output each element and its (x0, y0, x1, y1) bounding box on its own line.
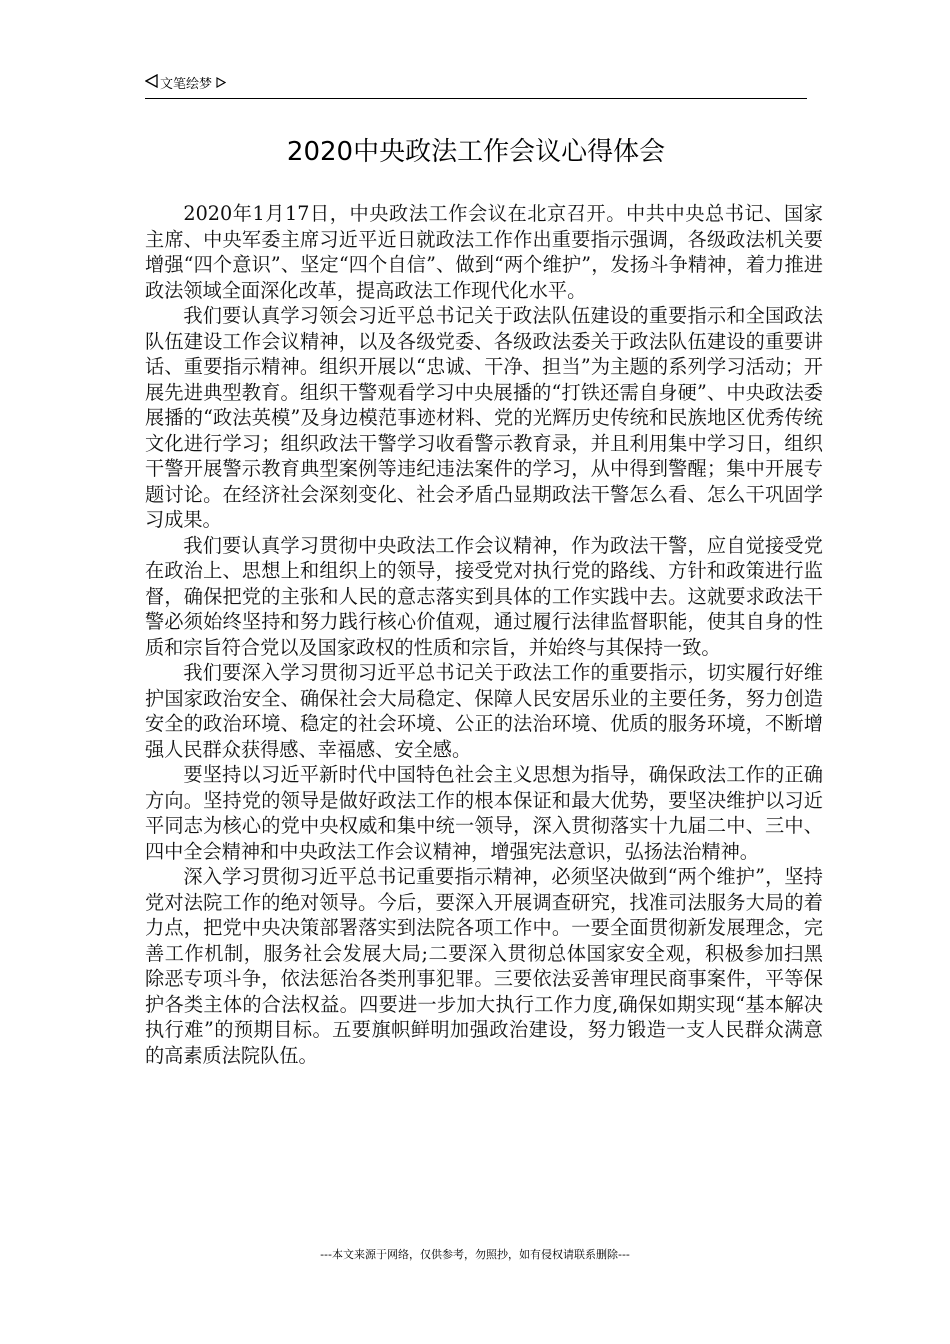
footer-disclaimer: ---本文来源于网络，仅供参考，勿照抄，如有侵权请联系删除--- (320, 1248, 630, 1261)
right-triangle-icon (216, 75, 226, 95)
document-body (145, 201, 823, 1068)
paragraph: 2020年1月17日，中央政法工作会议在北京召开。中共中央总书记、国家主席、中央军委主席习近平近日就政法工作作出重要指示强调，各级政法机关要增强“四个意识”、坚定“四个自信”、做到“两个维护”，发扬斗争精神，着力推进政法领域全面深化改革，提高政法工作现代化水平。 (145, 202, 823, 302)
paragraph: 深入学习贯彻习近平总书记重要指示精神，必须坚决做到“两个维护”，坚持党对法院工作的绝对领导。今后，要深入开展调查研究，找准司法服务大局的着力点，把党中央决策部署落实到法院各项工作中。一要全面贯彻新发展理念，完善工作机制，服务社会发展大局;二要深入贯彻总体国家安全观，积极参加扫黑除恶专项斗争，依法惩治各类刑事犯罪。三要依法妥善审理民商事案件，平等保护各类主体的合法权益。四要进一步加大执行工作力度,确保如期实现“基本解决执行难”的预期目标。五要旗帜鲜明加强政治建设，努力锻造一支人民群众满意的高素质法院队伍。 (145, 865, 823, 1067)
paragraph: 要坚持以习近平新时代中国特色社会主义思想为指导，确保政法工作的正确方向。坚持党的领导是做好政法工作的根本保证和最大优势，要坚决维护以习近平同志为核心的党中央权威和集中统一领导，深入贯彻落实十九届二中、三中、四中全会精神和中央政法工作会议精神，增强宪法意识，弘扬法治精神。 (145, 763, 823, 863)
paragraph: 我们要认真学习贯彻中央政法工作会议精神，作为政法干警，应自觉接受党在政治上、思想上和组织上的领导，接受党对执行党的路线、方针和政策进行监督，确保把党的主张和人民的意志落实到具体的工作实践中去。这就要求政法干警必须始终坚持和努力践行核心价值观，通过履行法律监督职能，使其自身的性质和宗旨符合党以及国家政权的性质和宗旨，并始终与其保持一致。 (145, 533, 823, 659)
paragraph: 我们要深入学习贯彻习近平总书记关于政法工作的重要指示，切实履行好维护国家政治安全、确保社会大局稳定、保障人民安居乐业的主要任务，努力创造安全的政治环境、稳定的社会环境、公正的法治环境、优质的服务环境，不断增强人民群众获得感、幸福感、安全感。 (145, 661, 823, 761)
paragraph: 我们要认真学习领会习近平总书记关于政法队伍建设的重要指示和全国政法队伍建设工作会议精神，以及各级党委、各级政法委关于政法队伍建设的重要讲话、重要指示精神。组织开展以“忠诚、干净、担当”为主题的系列学习活动；开展先进典型教育。组织干警观看学习中央展播的“打铁还需自身硬”、中央政法委展播的“政法英模”及身边模范事迹材料、党的光辉历史传统和民族地区优秀传统文化进行学习；组织政法干警学习收看警示教育录，并且利用集中学习日，组织干警开展警示教育典型案例等违纪违法案件的学习，从中得到警醒；集中开展专题讨论。在经济社会深刻变化、社会矛盾凸显期政法干警怎么看、怎么干巩固学习成果。 (145, 304, 823, 531)
page-title: 2020中央政法工作会议心得体会 (286, 137, 666, 167)
left-triangle-icon (145, 74, 158, 95)
page-header (145, 74, 807, 99)
header-brand: 文笔绘梦 (160, 76, 213, 92)
